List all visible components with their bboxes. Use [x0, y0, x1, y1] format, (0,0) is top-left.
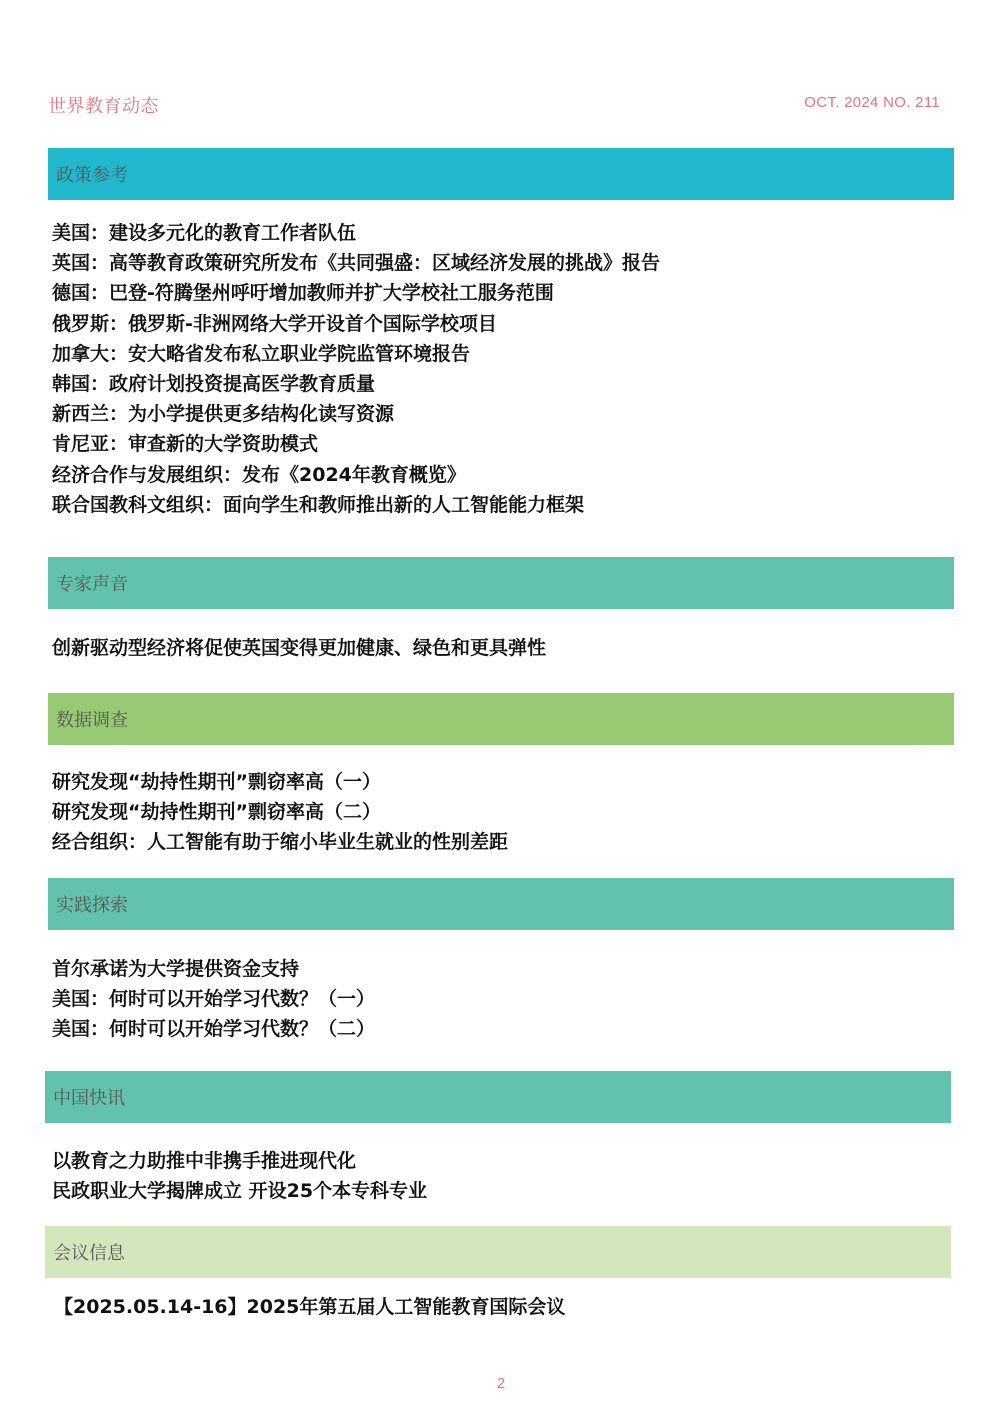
- publication-title: 世界教育动态: [48, 96, 159, 117]
- list-item[interactable]: 以教育之力助推中非携手推进现代化: [52, 1150, 357, 1172]
- list-item[interactable]: 美国：建设多元化的教育工作者队伍: [52, 222, 357, 244]
- list-item[interactable]: 新西兰：为小学提供更多结构化读写资源: [52, 403, 395, 426]
- list-item[interactable]: 民政职业大学揭牌成立 开设25个本专科专业: [52, 1180, 428, 1203]
- policy-list: [52, 218, 660, 520]
- list-item[interactable]: 经合组织：人工智能有助于缩小毕业生就业的性别差距: [52, 831, 509, 854]
- list-item[interactable]: 经济合作与发展组织：发布《2024年教育概览》: [52, 463, 466, 486]
- section-bar-data: [48, 693, 954, 745]
- section-title-expert: 专家声音: [56, 574, 128, 595]
- list-item[interactable]: 研究发现“劫持性期刊”剽窃率高（一）: [52, 771, 381, 793]
- page-number: 2: [496, 1375, 506, 1392]
- list-item[interactable]: 英国：高等教育政策研究所发布《共同强盛：区域经济发展的挑战》报告: [52, 252, 661, 275]
- issue-number: OCT. 2024 NO. 211: [804, 94, 940, 111]
- practice-list: [52, 954, 375, 1045]
- list-item[interactable]: 首尔承诺为大学提供资金支持: [52, 958, 300, 980]
- list-item[interactable]: 肯尼亚：审查新的大学资助模式: [52, 433, 319, 456]
- section-bar-china: [45, 1071, 951, 1123]
- list-item[interactable]: 联合国教科文组织：面向学生和教师推出新的人工智能能力框架: [52, 493, 585, 516]
- section-title-policy: 政策参考: [56, 165, 128, 186]
- section-bar-policy: [48, 148, 954, 200]
- list-item[interactable]: 加拿大：安大略省发布私立职业学院监管环境报告: [52, 342, 471, 365]
- list-item[interactable]: 韩国：政府计划投资提高医学教育质量: [52, 372, 376, 395]
- conference-list: [54, 1292, 565, 1322]
- expert-list: [52, 633, 546, 663]
- section-bar-practice: [48, 878, 954, 930]
- list-item[interactable]: 德国：巴登-符腾堡州呼吁增加教师并扩大学校社工服务范围: [52, 282, 554, 305]
- list-item[interactable]: 美国：何时可以开始学习代数？（二）: [52, 1018, 376, 1041]
- section-title-data: 数据调查: [56, 710, 128, 731]
- list-item[interactable]: 【2025.05.14-16】2025年第五届人工智能教育国际会议: [54, 1296, 566, 1318]
- list-item[interactable]: 研究发现“劫持性期刊”剽窃率高（二）: [52, 801, 381, 824]
- list-item[interactable]: 俄罗斯：俄罗斯-非洲网络大学开设首个国际学校项目: [52, 312, 497, 335]
- section-title-practice: 实践探索: [56, 895, 128, 916]
- list-item[interactable]: 创新驱动型经济将促使英国变得更加健康、绿色和更具弹性: [52, 637, 547, 659]
- section-title-conference: 会议信息: [53, 1243, 125, 1264]
- section-bar-conference: [45, 1226, 951, 1278]
- china-list: [52, 1146, 427, 1206]
- section-title-china: 中国快讯: [53, 1088, 125, 1109]
- data-list: [52, 767, 508, 858]
- list-item[interactable]: 美国：何时可以开始学习代数？（一）: [52, 988, 376, 1011]
- section-bar-expert: [48, 557, 954, 609]
